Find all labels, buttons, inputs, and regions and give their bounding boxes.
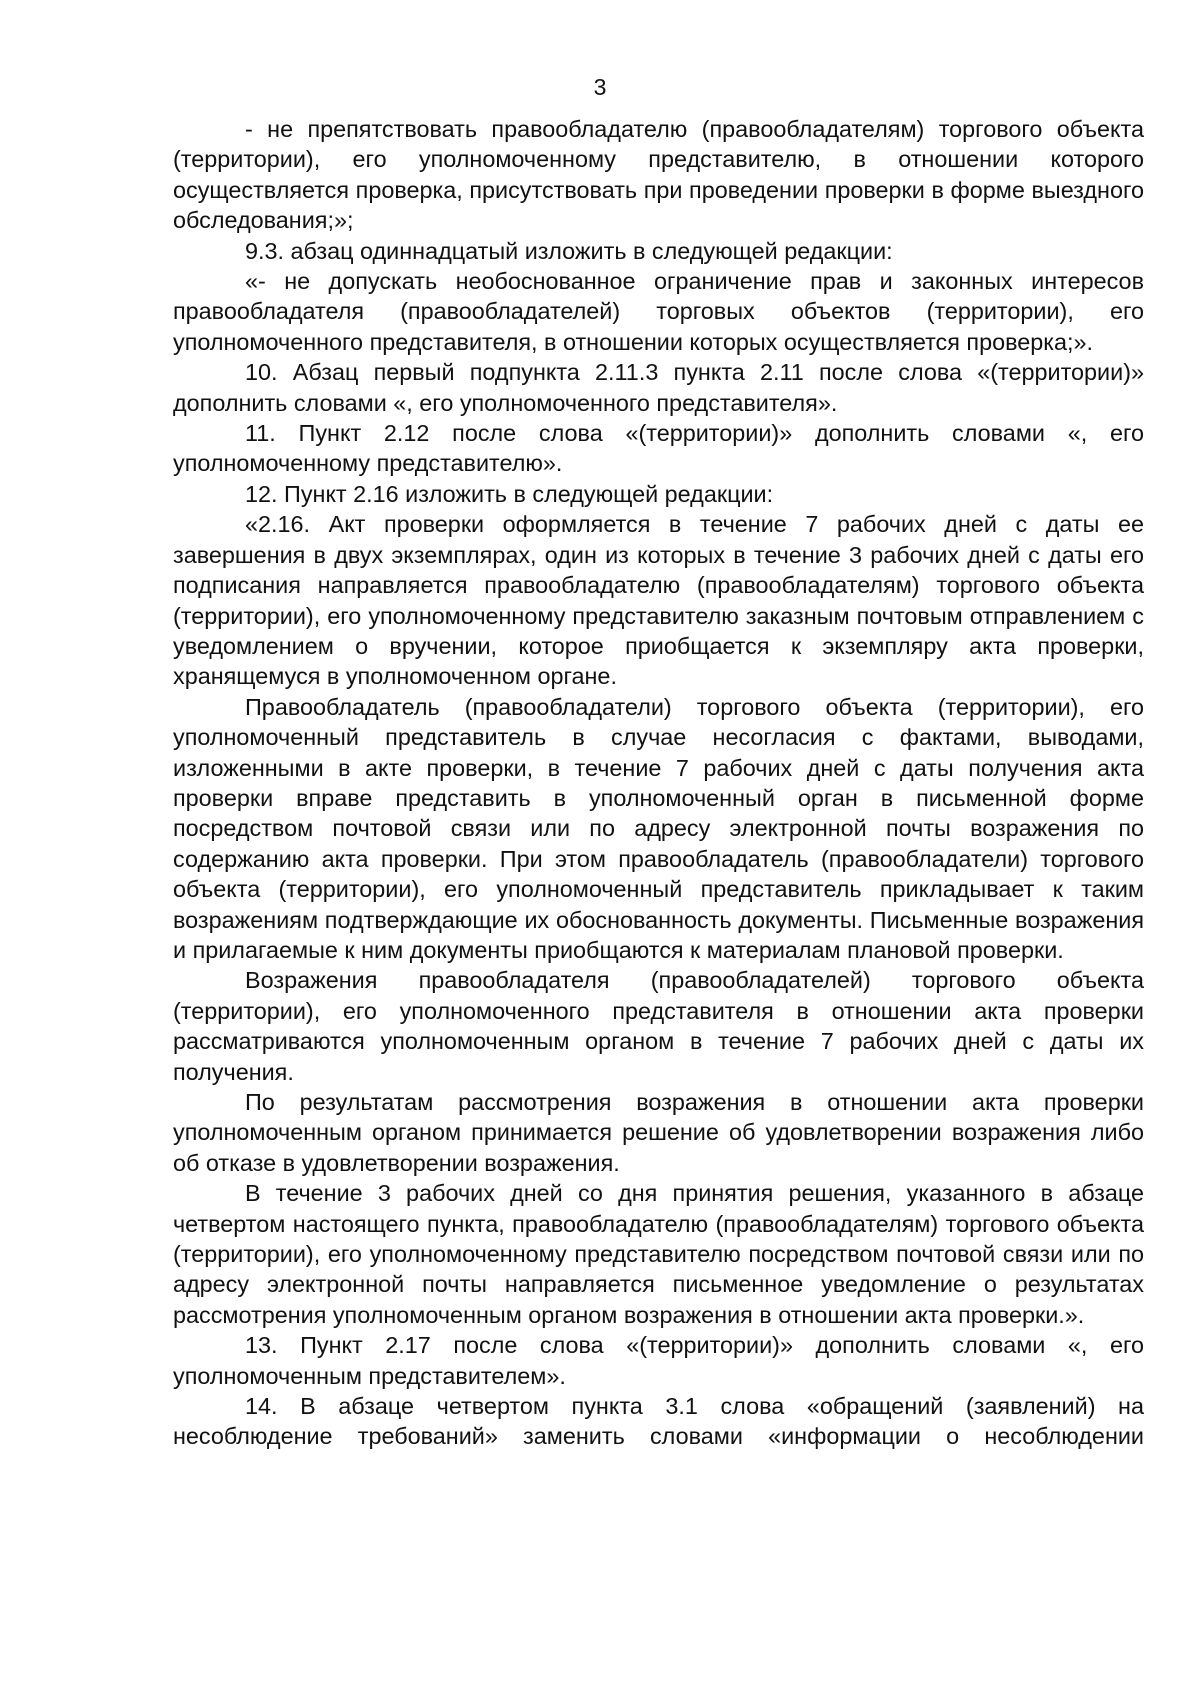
paragraph: 11. Пункт 2.12 после слова «(территории)» дополнить словами «, его уполномоченному представителю». — [173, 420, 1144, 477]
paragraph: «- не допускать необоснованное ограничение прав и законных интересов правообладателя (правообладателей) торговых объектов (территории), его уполномоченного представителя, в отношении которых осуществляется проверка;». — [173, 268, 1144, 355]
paragraph: 9.3. абзац одиннадцатый изложить в следующей редакции: — [245, 237, 893, 264]
paragraph: 13. Пункт 2.17 после слова «(территории)» дополнить словами «, его уполномоченным представителем». — [173, 1332, 1144, 1389]
paragraph: 14. В абзаце четвертом пункта 3.1 слова «обращений (заявлений) на несоблюдение требований» заменить словами «информации о несоблюдении — [173, 1393, 1144, 1450]
paragraph: По результатам рассмотрения возражения в отношении акта проверки уполномоченным органом принимается решение об удовлетворении возражения либо об отказе в удовлетворении возражения. — [173, 1089, 1144, 1176]
paragraph: - не препятствовать правообладателю (правообладателям) торгового объекта (территории), его уполномоченному представителю, в отношении которого осуществляется проверка, присутствовать при проведении проверки в форме выездного обследования;»; — [173, 116, 1144, 234]
paragraph: 12. Пункт 2.16 изложить в следующей редакции: — [245, 480, 774, 507]
paragraph: Правообладатель (правообладатели) торгового объекта (территории), его уполномоченный представитель в случае несогласия с фактами, выводами, изложенными в акте проверки, в течение 7 рабочих дней с даты получения акта проверки вправе представить в уполномоченный орган в письменной форме посредством почтовой связи или по адресу электронной почты возражения по содержанию акта проверки. При этом правообладатель (правообладатели) торгового объекта (территории), его уполномоченный представитель прикладывает к таким возражениям подтверждающие их обоснованность документы. Письменные возражения и прилагаемые к ним документы приобщаются к материалам плановой проверки. — [173, 693, 1144, 963]
paragraph: В течение 3 рабочих дней со дня принятия решения, указанного в абзаце четвертом настоящего пункта, правообладателю (правообладателям) торгового объекта (территории), его уполномоченному представителю посредством почтовой связи или по адресу электронной почты направляется письменное уведомление о результатах рассмотрения уполномоченным органом возражения в отношении акта проверки.». — [173, 1180, 1144, 1328]
document-body — [173, 114, 1144, 1452]
paragraph: Возражения правообладателя (правообладателей) торгового объекта (территории), его уполномоченного представителя в отношении акта проверки рассматриваются уполномоченным органом в течение 7 рабочих дней с даты их получения. — [173, 967, 1144, 1085]
paragraph: «2.16. Акт проверки оформляется в течение 7 рабочих дней с даты ее завершения в двух экземплярах, один из которых в течение 3 рабочих дней с даты его подписания направляется правообладателю (правообладателям) торгового объекта (территории), его уполномоченному представителю заказным почтовым отправлением с уведомлением о вручении, которое приобщается к экземпляру акта проверки, хранящемуся в уполномоченном органе. — [173, 511, 1144, 690]
paragraph: 10. Абзац первый подпункта 2.11.3 пункта 2.11 после слова «(территории)» дополнить словами «, его уполномоченного представителя». — [173, 359, 1144, 416]
page-number: 3 — [593, 74, 607, 100]
